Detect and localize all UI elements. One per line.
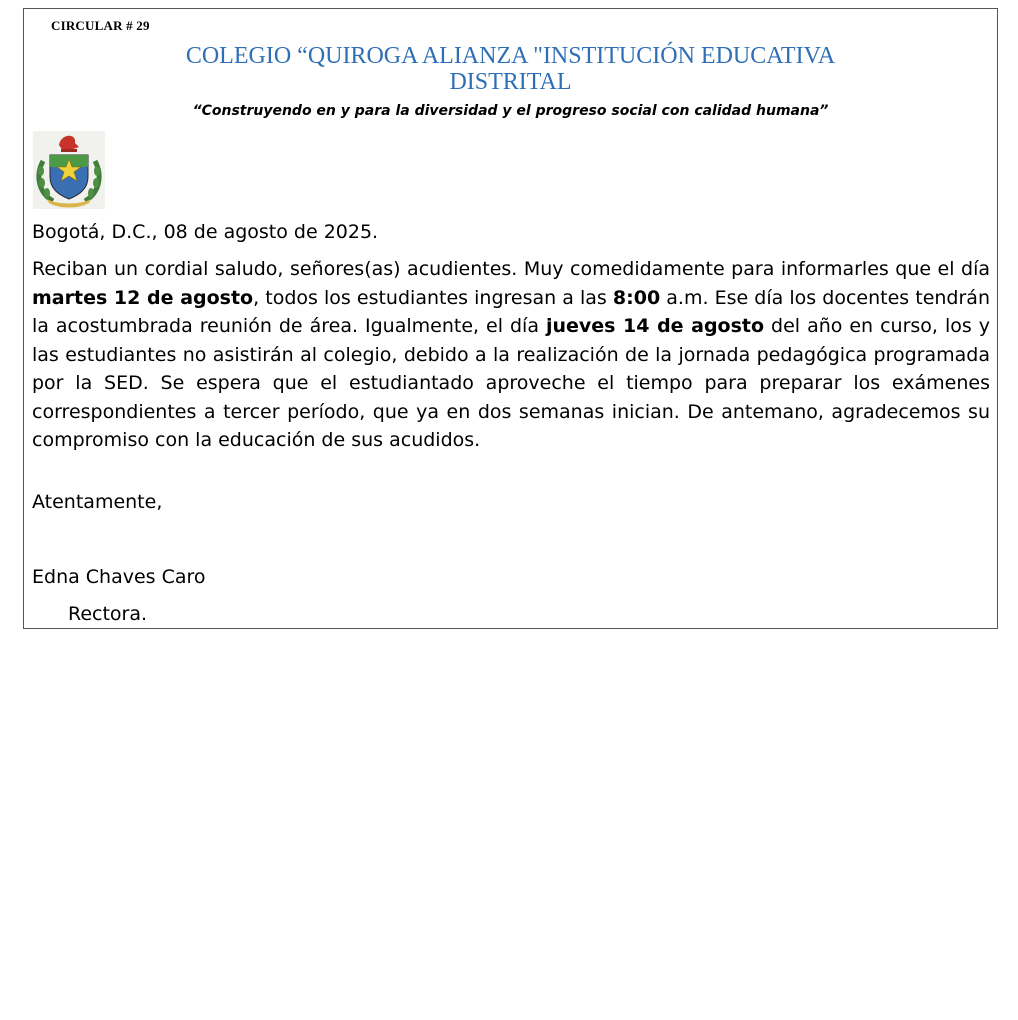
school-name-line-2: DISTRITAL — [449, 69, 572, 95]
circular-number: CIRCULAR # 29 — [51, 18, 150, 33]
school-crest-icon — [33, 131, 105, 209]
school-name-line-1: COLEGIO “QUIROGA ALIANZA "INSTITUCIÓN EDUCATIVA — [185, 43, 836, 69]
circular-document — [23, 8, 998, 629]
signer-name: Edna Chaves Caro — [32, 566, 206, 588]
letter-closing: Atentamente, — [32, 491, 163, 513]
school-motto: “Construyendo en y para la diversidad y el progreso social con calidad humana” — [192, 103, 829, 119]
body-text-4: del año en curso, los y las estudiantes no asistirán al colegio, debido a la realización de la jornada pedagógica programada por la SED. Se espera que el estudiantado aproveche el tiempo para preparar los exámenes correspondientes a tercer período, que ya en dos semanas inician. De antemano, agradecemos su compromiso con la educación de sus acudidos. — [32, 315, 990, 451]
body-bold-date-2: jueves 14 de agosto — [545, 315, 765, 337]
body-bold-date-1: martes 12 de agosto — [32, 286, 254, 309]
letter-body — [32, 255, 990, 455]
school-name — [84, 43, 937, 95]
body-text-1: Reciban un cordial saludo, señores(as) acudientes. Muy comedidamente para informarles que el día — [32, 258, 990, 280]
body-text-3: a.m. Ese día los docentes tendrán la acostumbrada reunión de área. Igualmente, el día — [32, 286, 990, 337]
body-bold-time: 8:00 — [612, 286, 661, 309]
signer-role: Rectora. — [68, 603, 148, 625]
letter-date: Bogotá, D.C., 08 de agosto de 2025. — [32, 221, 379, 243]
body-text-2: , todos los estudiantes ingresan a las — [253, 286, 613, 309]
